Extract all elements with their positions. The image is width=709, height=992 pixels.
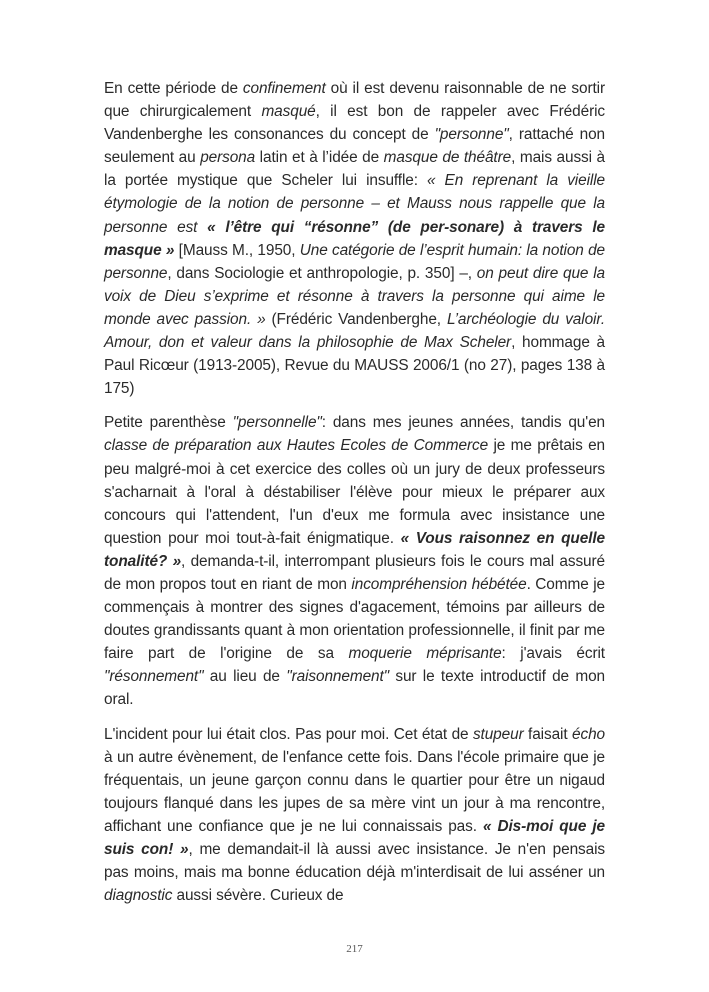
text-run: persona (200, 149, 256, 167)
text-run: (Frédéric Vandenberghe, (265, 310, 447, 328)
text-run: sur le texte introductif de mon oral. (104, 668, 606, 709)
text-run: , hommage à Paul Ricœur (1913-2005), Revue du MAUSS 2006/1 (no 27), pages 138 à 175) (104, 334, 605, 398)
text-run: au lieu de (203, 668, 287, 686)
text-run: où il est devenu raisonnable de ne sortir que chirurgicalement (104, 80, 605, 121)
text-run: , mais aussi à la portée mystique que Scheler lui insuffle: (104, 149, 605, 190)
paragraph-parenthese (104, 411, 605, 711)
text-run: [Mauss M., 1950, (174, 241, 300, 259)
text-run: on peut dire que la voix de Dieu s’exprime et résonne à travers la personne qui aime le monde avec passion. » (104, 264, 605, 328)
text-run: "résonnement" (104, 668, 204, 686)
text-run: "personne" (434, 126, 509, 144)
text-run: masque de théâtre (383, 149, 512, 167)
text-run: classe de préparation aux Hautes Ecoles de Commerce (104, 437, 489, 455)
text-run: « l’être qui “résonne” (de per-sonare) à travers le masque » (104, 218, 605, 259)
text-run: diagnostic (104, 887, 173, 905)
text-run: . Comme je commençais à montrer des signes d'agacement, témoins par ailleurs de doutes grandissants quant à mon orientation professionnelle, il finit par me faire part de l'origine de sa (104, 575, 605, 663)
text-run: Petite parenthèse (104, 414, 233, 432)
text-run: , il est bon de rappeler avec Frédéric Vandenberghe les consonances du concept de (104, 103, 606, 144)
text-run: latin et à l’idée de (255, 149, 384, 167)
text-run: « Vous raisonnez en quelle tonalité? » (104, 529, 605, 570)
text-run: écho (572, 725, 605, 743)
text-run: stupeur (472, 725, 524, 743)
text-run: incompréhension hébétée (351, 575, 527, 593)
text-run: faisait (523, 725, 573, 743)
text-run: « Dis-moi que je suis con! » (104, 817, 605, 858)
text-run: , dans Sociologie et anthropologie, p. 350] –, (167, 264, 477, 282)
paragraph-incident (104, 723, 605, 908)
text-run: aussi sévère. Curieux de (172, 887, 344, 905)
text-run: L’archéologie du valoir. Amour, don et valeur dans la philosophie de Max Scheler (104, 310, 605, 352)
paragraph-confinement (104, 77, 605, 400)
text-run: « En reprenant la vieille étymologie de la notion de personne – et Mauss nous rappelle que la personne est (104, 172, 605, 236)
text-run: , rattaché non seulement au (104, 126, 606, 167)
text-run: masqué (261, 103, 316, 121)
text-run: "personnelle" (232, 414, 322, 432)
text-run: L'incident pour lui était clos. Pas pour moi. Cet état de (104, 725, 473, 743)
text-run: , me demandait-il là aussi avec insistance. Je n'en pensais pas moins, mais ma bonne éducation déjà m'interdisait de lui asséner un (104, 841, 605, 882)
text-run: à un autre évènement, de l'enfance cette fois. Dans l'école primaire que je fréquentais, un jeune garçon connu dans le quartier pour être un nigaud toujours flanqué dans les jupes de sa mère vint un jour à ma rencontre, affichant une confiance que je ne lui connaissais pas. (104, 748, 605, 835)
text-run: "raisonnement" (286, 668, 390, 686)
text-run: , demanda-t-il, interrompant plusieurs fois le cours mal assuré de mon propos tout en riant de mon (104, 552, 605, 593)
text-run: moquerie méprisante (348, 645, 502, 663)
page-number: 217 (346, 943, 363, 955)
text-run: confinement (242, 80, 326, 97)
text-run: : dans mes jeunes années, tandis qu'en (321, 414, 606, 432)
text-run: : j'avais écrit (501, 645, 605, 663)
page-body (104, 77, 605, 907)
text-run: Une catégorie de l’esprit humain: la notion de personne (104, 241, 605, 282)
text-run: En cette période de (104, 80, 243, 97)
text-run: je me prêtais en peu malgré-moi à cet exercice des colles où un jury de deux professeurs s'acharnait à l'oral à déstabiliser l'élève pour mieux le préparer aux concours qui l'attendent, l'un d'eux me formula avec insistance une question pour moi tout-à-fait énigmatique. (104, 437, 606, 547)
